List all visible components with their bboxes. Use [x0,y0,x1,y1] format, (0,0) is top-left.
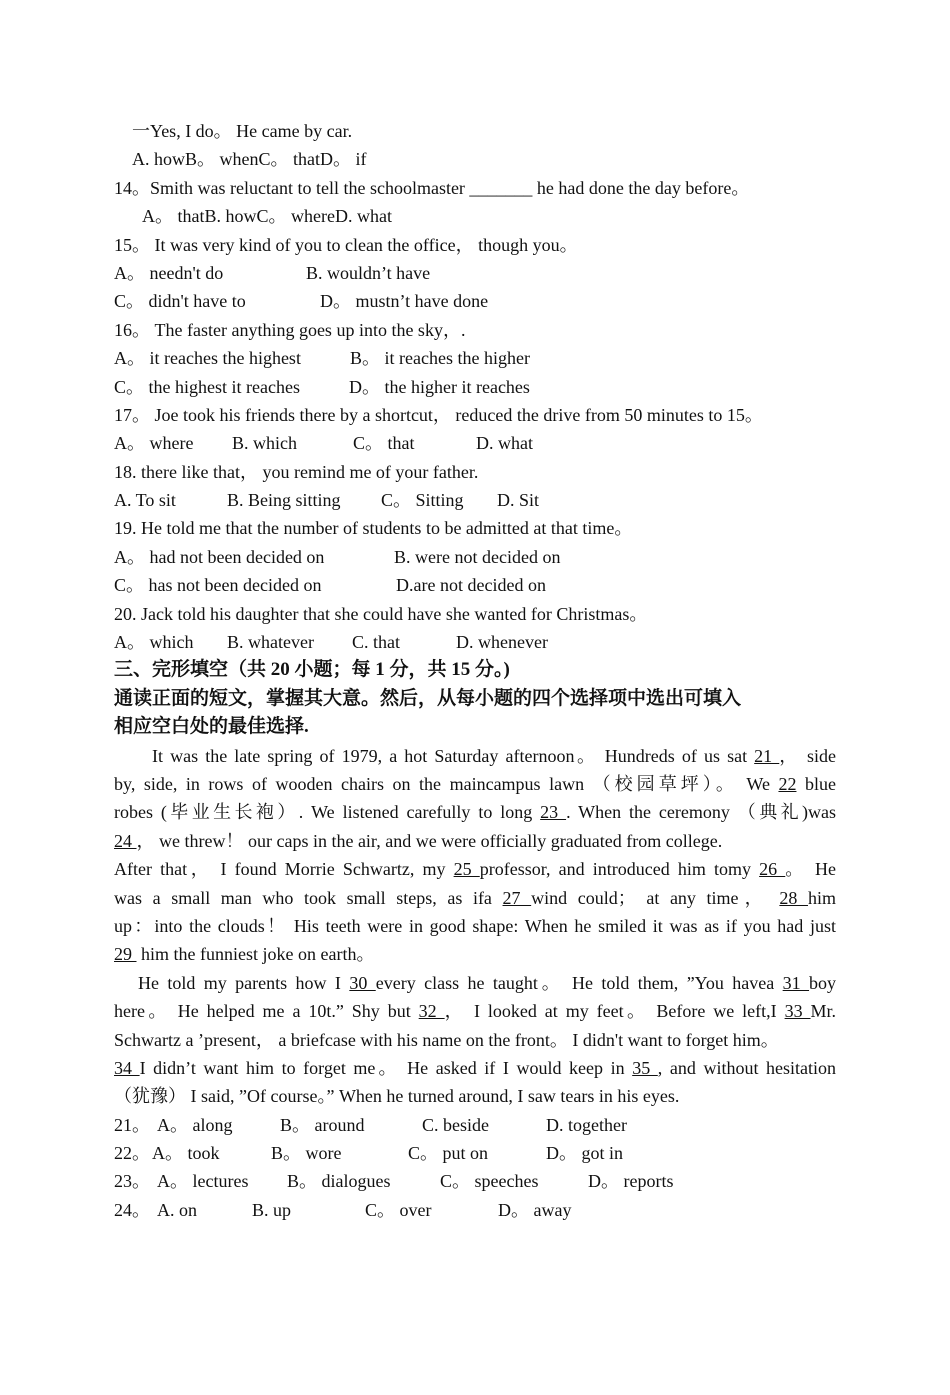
q19-option-d: D.are not decided on [396,575,546,596]
q15-option-b: B. wouldn’t have [306,262,431,283]
q19-options-row-1 [114,543,836,571]
passage-line: Schwartz a ’present， a briefcase with his name on the front。 I didn't want to forget him。 [114,1029,779,1050]
passage-line: He told my parents how I 30 every class he taught。 He told them, ”You havea 31 boy [138,972,837,993]
blank-23: 23 [540,802,567,823]
blank-22: 22 [778,773,797,794]
blank-26: 26 [759,859,786,880]
q23-option-c: C。 speeches [440,1171,539,1192]
q16-option-a: A。 it reaches the highest [114,348,301,369]
q19-option-a: A。 had not been decided on [114,546,325,567]
passage-line: （犹豫） I said, ”Of course。” When he turned around, I saw tears in his eyes. [114,1086,680,1107]
passage-line: It was the late spring of 1979, a hot Saturday afternoon。 Hundreds of us sat 21 ， side [152,745,836,766]
q23-option-b: B。 dialogues [287,1171,391,1192]
q22-number: 22。 [114,1143,150,1164]
passage-line: 34 I didn’t want him to forget me。 He asked if I would keep in 35 , and without hesitation [114,1057,837,1078]
q16-stem: 16。 The faster anything goes up into the sky，. [114,319,466,340]
q16-option-b: B。 it reaches the higher [350,348,530,369]
section-instructions-2: 相应空白处的最佳选择. [114,716,309,738]
passage-line: was a small man who took small steps, as ifa 27 wind could； at any time， 28 him [114,887,836,908]
q16-options-row-1 [114,344,836,372]
exam-page [114,117,836,1224]
q15-options-row-2 [114,287,836,315]
q23-options [114,1167,836,1195]
section-title: 三、完形填空（共 20 小题；每 1 分，共 15 分。) [114,659,510,681]
q18-options [114,486,836,514]
q20-option-a: A。 which [114,632,194,653]
q23-option-a: A。 lectures [157,1171,249,1192]
q15-stem: 15。 It was very kind of you to clean the office， though you。 [114,234,578,255]
q15-option-c: C。 didn't have to [114,291,246,312]
blank-28: 28 [779,887,808,908]
q14-stem: 14。Smith was reluctant to tell the schoolmaster _______ he had done the day before。 [114,177,750,198]
q20-stem: 20. Jack told his daughter that she could have she wanted for Christmas。 [114,603,648,624]
passage-line: by, side, in rows of wooden chairs on the maincampus lawn （校园草坪）。 We 22 blue [114,773,836,794]
q21-option-d: D. together [546,1114,627,1135]
q17-options [114,429,836,457]
q18-option-c: C。 Sitting [381,490,464,511]
q21-option-b: B。 around [280,1114,365,1135]
q16-option-d: D。 the higher it reaches [349,376,530,397]
q24-option-a: A. on [157,1199,197,1220]
q13-options: A. howB。 whenC。 thatD。 if [132,149,367,170]
q24-number: 24。 [114,1199,150,1220]
blank-29: 29 [114,944,137,965]
q19-option-b: B. were not decided on [394,546,561,567]
q17-stem: 17。 Joe took his friends there by a shortcut， reduced the drive from 50 minutes to 15。 [114,404,763,425]
q18-option-b: B. Being sitting [227,490,341,511]
q23-option-d: D。 reports [588,1171,674,1192]
q18-option-a: A. To sit [114,490,176,511]
blank-33: 33 [784,1001,811,1022]
blank-27: 27 [502,887,532,908]
blank-31: 31 [782,972,810,993]
q23-number: 23。 [114,1171,150,1192]
q24-options [114,1196,836,1224]
section-instructions-1: 通读正面的短文，掌握其大意。然后，从每小题的四个选择项中选出可填入 [114,687,742,709]
q24-option-b: B. up [252,1199,292,1220]
q22-option-c: C。 put on [408,1143,489,1164]
blank-35: 35 [632,1057,658,1078]
q21-option-a: A。 along [157,1114,233,1135]
answer-line: 一Yes, I do。 He came by car. [132,121,353,141]
passage-line: here。 He helped me a 10t.” Shy but 32 ， I looked at my feet。 Before we left,I 33 Mr. [114,1001,837,1022]
q20-option-c: C. that [352,632,400,653]
q21-options [114,1111,836,1139]
q14-options: A。 thatB. howC。 whereD. what [142,206,392,227]
q20-option-d: D. whenever [456,632,548,653]
passage-line: 29 him the funniest joke on earth。 [114,944,375,965]
q22-option-d: D。 got in [546,1143,624,1164]
passage-line: up：into the clouds！ His teeth were in good shape: When he smiled it was as if you had just [114,915,836,936]
blank-25: 25 [453,859,480,880]
q21-option-c: C. beside [422,1114,489,1135]
blank-34: 34 [114,1057,140,1078]
q17-option-a: A。 where [114,433,194,454]
blank-21: 21 [754,745,780,766]
q22-option-b: B。 wore [271,1143,342,1164]
q21-number: 21。 [114,1114,150,1135]
q16-option-c: C。 the highest it reaches [114,376,300,397]
q19-option-c: C。 has not been decided on [114,575,322,596]
passage-line: 24 ， we threw！ our caps in the air, and we were officially graduated from college. [114,830,723,851]
q22-options [114,1139,836,1167]
q15-option-d: D。 mustn’t have done [320,291,489,312]
q24-option-d: D。 away [498,1199,572,1220]
q19-options-row-2 [114,571,836,599]
passage-line: robes (毕业生长袍）. We listened carefully to long 23 . When the ceremony （典礼)was [114,802,836,823]
q15-options-row-1 [114,259,836,287]
q15-option-a: A。 needn't do [114,262,224,283]
q19-stem: 19. He told me that the number of students to be admitted at that time。 [114,518,633,539]
blank-30: 30 [349,972,376,993]
q20-option-b: B. whatever [227,632,314,653]
q18-stem: 18. there like that， you remind me of your father. [114,461,479,482]
q22-option-a: A。 took [152,1143,220,1164]
q17-option-c: C。 that [353,433,415,454]
q18-option-d: D. Sit [497,490,540,511]
q17-option-d: D. what [476,433,533,454]
q24-option-c: C。 over [365,1199,432,1220]
blank-24: 24 [114,830,137,851]
passage-line: After that， I found Morrie Schwartz, my 25 professor, and introduced him tomy 26 。 He [114,859,837,880]
q17-option-b: B. which [232,433,297,454]
q16-options-row-2 [114,373,836,401]
blank-32: 32 [418,1001,445,1022]
q20-options [114,628,836,656]
